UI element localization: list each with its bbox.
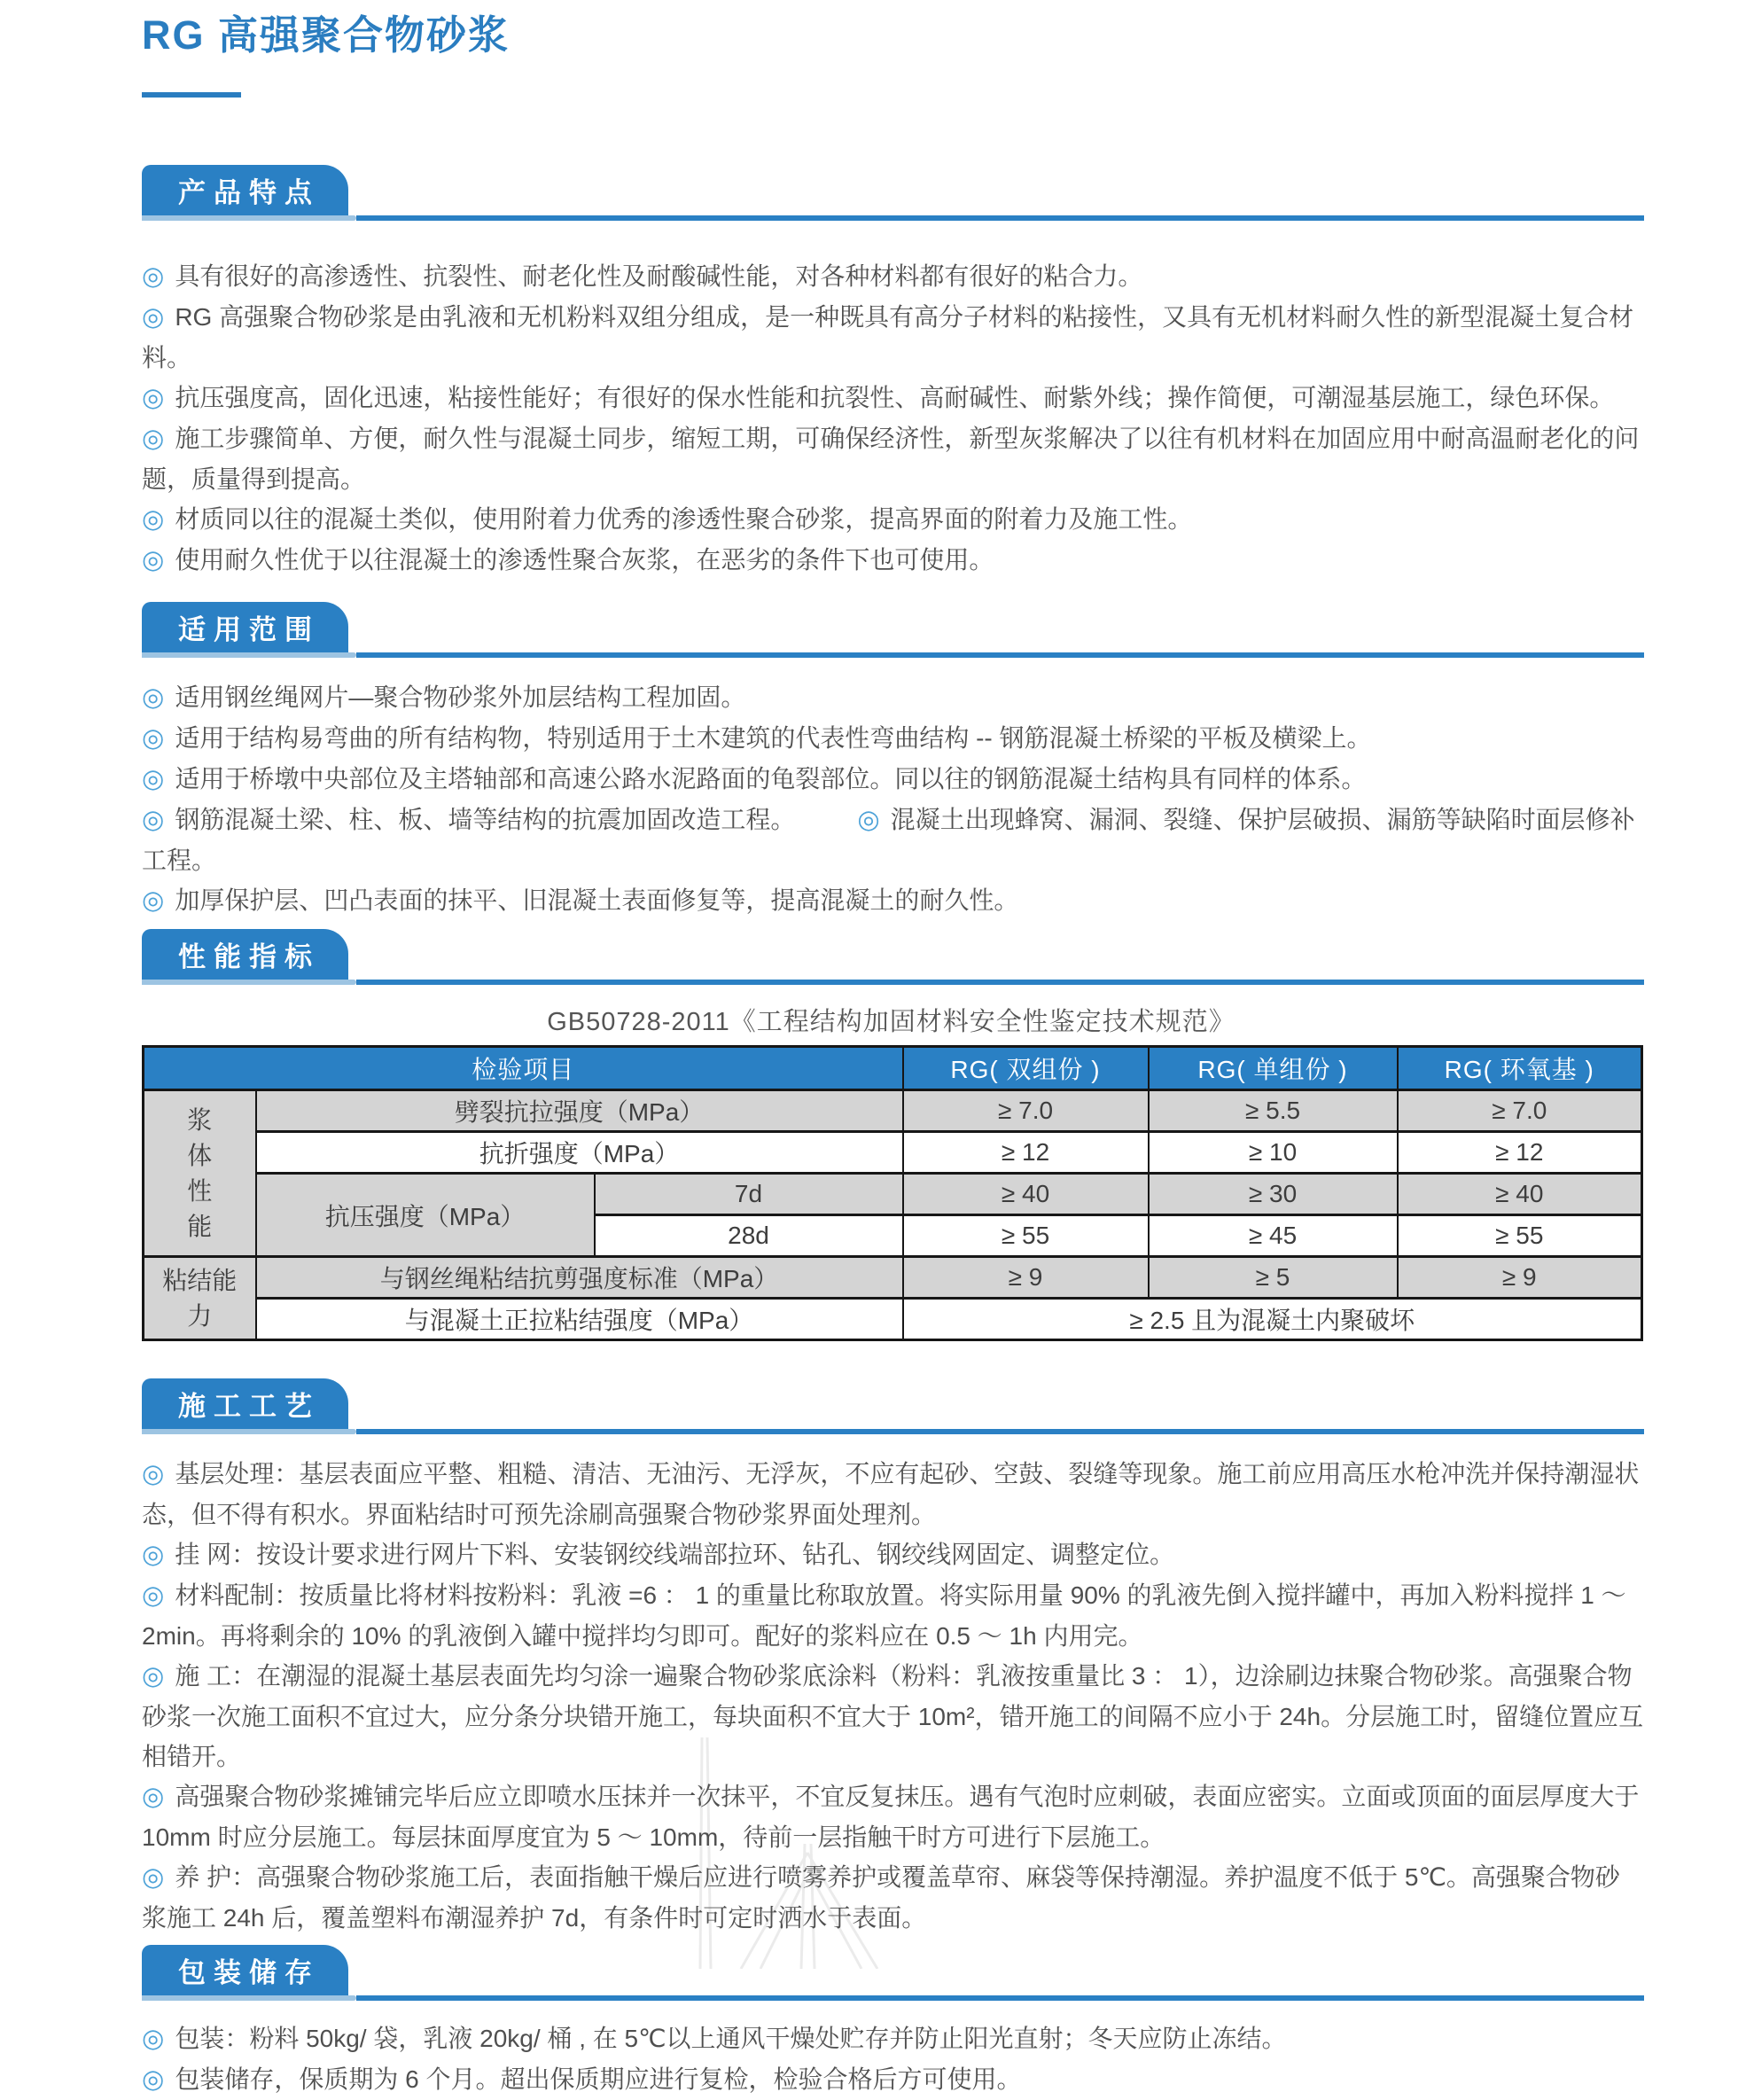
- bullet-segment: [142, 384, 1614, 411]
- section-badge-label: 产品特点: [178, 177, 320, 208]
- value-cell: ≥ 40: [1398, 1174, 1642, 1215]
- category-line: 粘结能: [162, 1266, 238, 1294]
- section-badge-label: 施工工艺: [178, 1391, 320, 1422]
- bullet-item: [142, 1534, 1644, 1575]
- bullet-item: [142, 540, 1644, 581]
- bullet-segment: [142, 1460, 1639, 1528]
- bullet-item: [142, 880, 1644, 921]
- bullet-item: [142, 1857, 1644, 1938]
- scope-bullet-list: [142, 677, 1644, 921]
- bullet-item: [142, 718, 1644, 759]
- bullet-text: 养 护：高强聚合物砂浆施工后，表面指触干燥后应进行喷雾养护或覆盖草帘、麻袋等保持潮湿。养护温度不低于 5℃。高强聚合物砂浆施工 24h 后，覆盖塑料布潮湿养护 7d，有条件时可定时洒水于表面。: [142, 1863, 1620, 1932]
- category-line: 能: [187, 1212, 213, 1240]
- section-badge-label: 适用范围: [178, 614, 320, 645]
- bullet-text: 抗压强度高，固化迅速，粘接性能好；有很好的保水性能和抗裂性、高耐碱性、耐紫外线；操作简便，可潮湿基层施工，绿色环保。: [175, 384, 1615, 411]
- bullet-segment: [142, 765, 1366, 792]
- double-circle-bullet-icon: ◎: [857, 806, 880, 834]
- bullet-text: 施 工：在潮湿的混凝土基层表面先均匀涂一遍聚合物砂浆底涂料（粉料：乳液按重量比 3 ： 1），边涂刷边抹聚合物砂浆。高强聚合物砂浆一次施工面积不宜过大，应分条分块错开施工，每块面积不宜大于 10m²，错开施工的间隔不应小于 24h。分层施工时，留缝位置应互相错开。: [142, 1662, 1644, 1770]
- section-process: [142, 1378, 1644, 1938]
- double-circle-bullet-icon: ◎: [142, 505, 165, 534]
- bullet-segment: [142, 303, 1633, 371]
- bullet-text: 包装储存，保质期为 6 个月。超出保质期应进行复检，检验合格后方可使用。: [175, 2065, 1022, 2093]
- bullet-text: 适用钢丝绳网片—聚合物砂浆外加层结构工程加固。: [175, 683, 746, 711]
- section-heading-rule: [142, 1995, 1644, 2001]
- bullet-item: [142, 759, 1644, 800]
- bullet-segment: [142, 1863, 1620, 1932]
- category-cell: [144, 1090, 256, 1257]
- bullet-segment: [142, 262, 1142, 290]
- double-circle-bullet-icon: ◎: [142, 724, 165, 753]
- bullet-item: [142, 499, 1644, 540]
- value-cell: ≥ 40: [903, 1174, 1149, 1215]
- bullet-segment: [142, 505, 1192, 533]
- table-row: [144, 1257, 1642, 1299]
- table-header-row: [144, 1047, 1642, 1090]
- column-header-value: RG( 单组份 ): [1149, 1047, 1398, 1090]
- section-packaging: [142, 1945, 1644, 2100]
- table-row: [144, 1132, 1642, 1174]
- section-scope: [142, 602, 1644, 921]
- bullet-item: [142, 677, 1644, 718]
- category-line: 力: [187, 1301, 213, 1330]
- section-heading-performance: [142, 929, 1644, 985]
- bullet-segment: [142, 683, 745, 711]
- double-circle-bullet-icon: ◎: [142, 303, 165, 332]
- bullet-text: 使用耐久性优于以往混凝土的渗透性聚合灰浆，在恶劣的条件下也可使用。: [175, 546, 994, 574]
- double-circle-bullet-icon: ◎: [142, 1541, 165, 1569]
- title-underline: [142, 92, 241, 98]
- bullet-segment: [142, 806, 795, 833]
- bullet-segment: [142, 2025, 1287, 2052]
- bullet-segment: [142, 1581, 1626, 1650]
- value-cell: ≥ 9: [903, 1257, 1149, 1299]
- bullet-item: [142, 2018, 1644, 2059]
- packaging-bullet-list: [142, 2018, 1644, 2100]
- table-row: [144, 1174, 1642, 1215]
- bullet-text: 挂 网：按设计要求进行网片下料、安装钢绞线端部拉环、钻孔、钢绞线网固定、调整定位。: [175, 1541, 1175, 1568]
- bullet-segment: [142, 886, 1018, 914]
- section-badge: [142, 165, 348, 215]
- rule-light-segment: [142, 652, 356, 658]
- bullet-text: 适用于桥墩中央部位及主塔轴部和高速公路水泥路面的龟裂部位。同以往的钢筋混凝土结构具有同样的体系。: [175, 765, 1367, 792]
- value-cell: ≥ 45: [1149, 1215, 1398, 1257]
- bullet-item: [142, 256, 1644, 297]
- section-heading-process: [142, 1378, 1644, 1434]
- rule-dark-segment: [356, 1995, 1644, 2001]
- bullet-item: [142, 1454, 1644, 1534]
- process-bullet-list: [142, 1454, 1644, 1938]
- bullet-item: [142, 418, 1644, 499]
- table-row: [144, 1299, 1642, 1340]
- standard-caption: GB50728-2011《工程结构加固材料安全性鉴定技术规范》: [547, 1008, 1235, 1036]
- double-circle-bullet-icon: ◎: [142, 1662, 165, 1690]
- value-cell: ≥ 55: [903, 1215, 1149, 1257]
- rule-dark-segment: [356, 652, 1644, 658]
- bullet-item: [142, 2059, 1644, 2100]
- age-cell: 28d: [595, 1215, 903, 1257]
- double-circle-bullet-icon: ◎: [142, 2025, 165, 2053]
- value-cell: ≥ 10: [1149, 1132, 1398, 1174]
- performance-table-head: [144, 1047, 1642, 1090]
- double-circle-bullet-icon: ◎: [142, 262, 165, 291]
- value-cell: ≥ 7.0: [903, 1090, 1149, 1132]
- bullet-text: 适用于结构易弯曲的所有结构物，特别适用于土木建筑的代表性弯曲结构 -- 钢筋混凝土桥梁的平板及横梁上。: [175, 724, 1372, 752]
- bullet-text: 材质同以往的混凝土类似，使用附着力优秀的渗透性聚合砂浆，提高界面的附着力及施工性。: [175, 505, 1193, 533]
- bullet-item: [142, 297, 1644, 378]
- value-cell: ≥ 12: [1398, 1132, 1642, 1174]
- category-cell: [144, 1257, 256, 1340]
- bullet-item: [142, 1656, 1644, 1776]
- bullet-text: 加厚保护层、凹凸表面的抹平、旧混凝土表面修复等，提高混凝土的耐久性。: [175, 886, 1019, 914]
- section-heading-features: [142, 165, 1644, 221]
- double-circle-bullet-icon: ◎: [142, 546, 165, 574]
- bullet-segment: [142, 1662, 1643, 1770]
- section-heading-rule: [142, 1429, 1644, 1434]
- column-header-value: RG( 环氧基 ): [1398, 1047, 1642, 1090]
- bullet-segment: [142, 2065, 1021, 2093]
- value-cell: ≥ 7.0: [1398, 1090, 1642, 1132]
- section-badge-label: 包装储存: [178, 1957, 320, 1988]
- page-title: RG 高强聚合物砂浆: [142, 12, 511, 58]
- value-cell: ≥ 5.5: [1149, 1090, 1398, 1132]
- section-performance: [142, 929, 1644, 1341]
- section-badge: [142, 602, 348, 652]
- rule-light-segment: [142, 980, 356, 985]
- bullet-segment: [142, 1541, 1174, 1568]
- bullet-text: 包装：粉料 50kg/ 袋，乳液 20kg/ 桶 , 在 5℃以上通风干燥处贮存并防止阳光直射；冬天应防止冻结。: [175, 2025, 1287, 2052]
- double-circle-bullet-icon: ◎: [142, 2065, 165, 2094]
- double-circle-bullet-icon: ◎: [142, 765, 165, 793]
- bullet-text: 钢筋混凝土梁、柱、板、墙等结构的抗震加固改造工程。: [175, 806, 796, 833]
- double-circle-bullet-icon: ◎: [142, 806, 165, 834]
- bullet-text: RG 高强聚合物砂浆是由乳液和无机粉料双组分组成，是一种既具有高分子材料的粘接性，又具有无机材料耐久性的新型混凝土复合材料。: [142, 303, 1634, 371]
- test-item-cell: 抗压强度（MPa）: [256, 1174, 595, 1257]
- bullet-item: [142, 1575, 1644, 1656]
- section-heading-packaging: [142, 1945, 1644, 2001]
- age-cell: 7d: [595, 1174, 903, 1215]
- double-circle-bullet-icon: ◎: [142, 683, 165, 712]
- category-line: 体: [187, 1141, 213, 1169]
- value-cell: ≥ 30: [1149, 1174, 1398, 1215]
- section-heading-scope: [142, 602, 1644, 658]
- table-row: [144, 1090, 1642, 1132]
- double-circle-bullet-icon: ◎: [142, 1783, 165, 1811]
- value-cell: ≥ 9: [1398, 1257, 1642, 1299]
- bullet-text: 基层处理：基层表面应平整、粗糙、清洁、无油污、无浮灰，不应有起砂、空鼓、裂缝等现象。施工前应用高压水枪冲洗并保持潮湿状态，但不得有积水。界面粘结时可预先涂刷高强聚合物砂浆界面处理剂。: [142, 1460, 1640, 1528]
- rule-light-segment: [142, 1995, 356, 2001]
- double-circle-bullet-icon: ◎: [142, 1460, 165, 1488]
- test-item-cell: 劈裂抗拉强度（MPa）: [256, 1090, 903, 1132]
- bullet-text: 具有很好的高渗透性、抗裂性、耐老化性及耐酸碱性能，对各种材料都有很好的粘合力。: [175, 262, 1143, 290]
- bullet-item: [142, 800, 1644, 880]
- rule-dark-segment: [356, 980, 1644, 985]
- bullet-segment: [142, 1783, 1639, 1851]
- rule-light-segment: [142, 1429, 356, 1434]
- double-circle-bullet-icon: ◎: [142, 384, 165, 412]
- section-heading-rule: [142, 652, 1644, 658]
- value-cell: ≥ 55: [1398, 1215, 1642, 1257]
- bullet-text: 施工步骤简单、方便，耐久性与混凝土同步，缩短工期，可确保经济性，新型灰浆解决了以往有机材料在加固应用中耐高温耐老化的问题，质量得到提高。: [142, 425, 1640, 493]
- section-heading-rule: [142, 215, 1644, 221]
- bullet-segment: [142, 546, 994, 574]
- value-span-cell: ≥ 2.5 且为混凝土内聚破坏: [903, 1299, 1642, 1340]
- column-header-item: 检验项目: [144, 1047, 903, 1090]
- category-line: 性: [187, 1176, 213, 1205]
- double-circle-bullet-icon: ◎: [142, 1581, 165, 1610]
- section-heading-rule: [142, 980, 1644, 985]
- performance-table: [142, 1045, 1643, 1341]
- rule-dark-segment: [356, 1429, 1644, 1434]
- test-item-cell: 抗折强度（MPa）: [256, 1132, 903, 1174]
- performance-table-body: [144, 1090, 1642, 1340]
- test-item-cell: 与混凝土正拉粘结强度（MPa）: [256, 1299, 903, 1340]
- rule-dark-segment: [356, 215, 1644, 221]
- column-header-value: RG( 双组份 ): [903, 1047, 1149, 1090]
- section-badge: [142, 1945, 348, 1995]
- bullet-text: 混凝土出现蜂窝、漏洞、裂缝、保护层破损、漏筋等缺陷时面层修补工程。: [142, 806, 1635, 874]
- test-item-cell: 与钢丝绳粘结抗剪强度标准（MPa）: [256, 1257, 903, 1299]
- double-circle-bullet-icon: ◎: [142, 425, 165, 453]
- bullet-text: 材料配制：按质量比将材料按粉料：乳液 =6 ： 1 的重量比称取放置。将实际用量 90% 的乳液先倒入搅拌罐中，再加入粉料搅拌 1 ～ 2min。再将剩余的 10% 的乳液倒入罐中搅拌均匀即可。配好的浆料应在 0.5 ～ 1h 内用完。: [142, 1581, 1626, 1650]
- value-cell: ≥ 5: [1149, 1257, 1398, 1299]
- bullet-segment: [142, 724, 1372, 752]
- section-features: [142, 165, 1644, 581]
- bullet-text: 高强聚合物砂浆摊铺完毕后应立即喷水压抹并一次抹平，不宜反复抹压。遇有气泡时应刺破，表面应密实。立面或顶面的面层厚度大于 10mm 时应分层施工。每层抹面厚度宜为 5 ～ 10mm，待前一层指触干时方可进行下层施工。: [142, 1783, 1640, 1851]
- value-cell: ≥ 12: [903, 1132, 1149, 1174]
- section-badge: [142, 1378, 348, 1429]
- features-bullet-list: [142, 256, 1644, 581]
- bullet-segment: [142, 425, 1639, 493]
- bullet-item: [142, 1776, 1644, 1857]
- bullet-item: [142, 378, 1644, 418]
- double-circle-bullet-icon: ◎: [142, 886, 165, 915]
- section-badge: [142, 929, 348, 980]
- section-badge-label: 性能指标: [178, 941, 320, 972]
- double-circle-bullet-icon: ◎: [142, 1863, 165, 1892]
- rule-light-segment: [142, 215, 356, 221]
- category-line: 浆: [187, 1105, 213, 1134]
